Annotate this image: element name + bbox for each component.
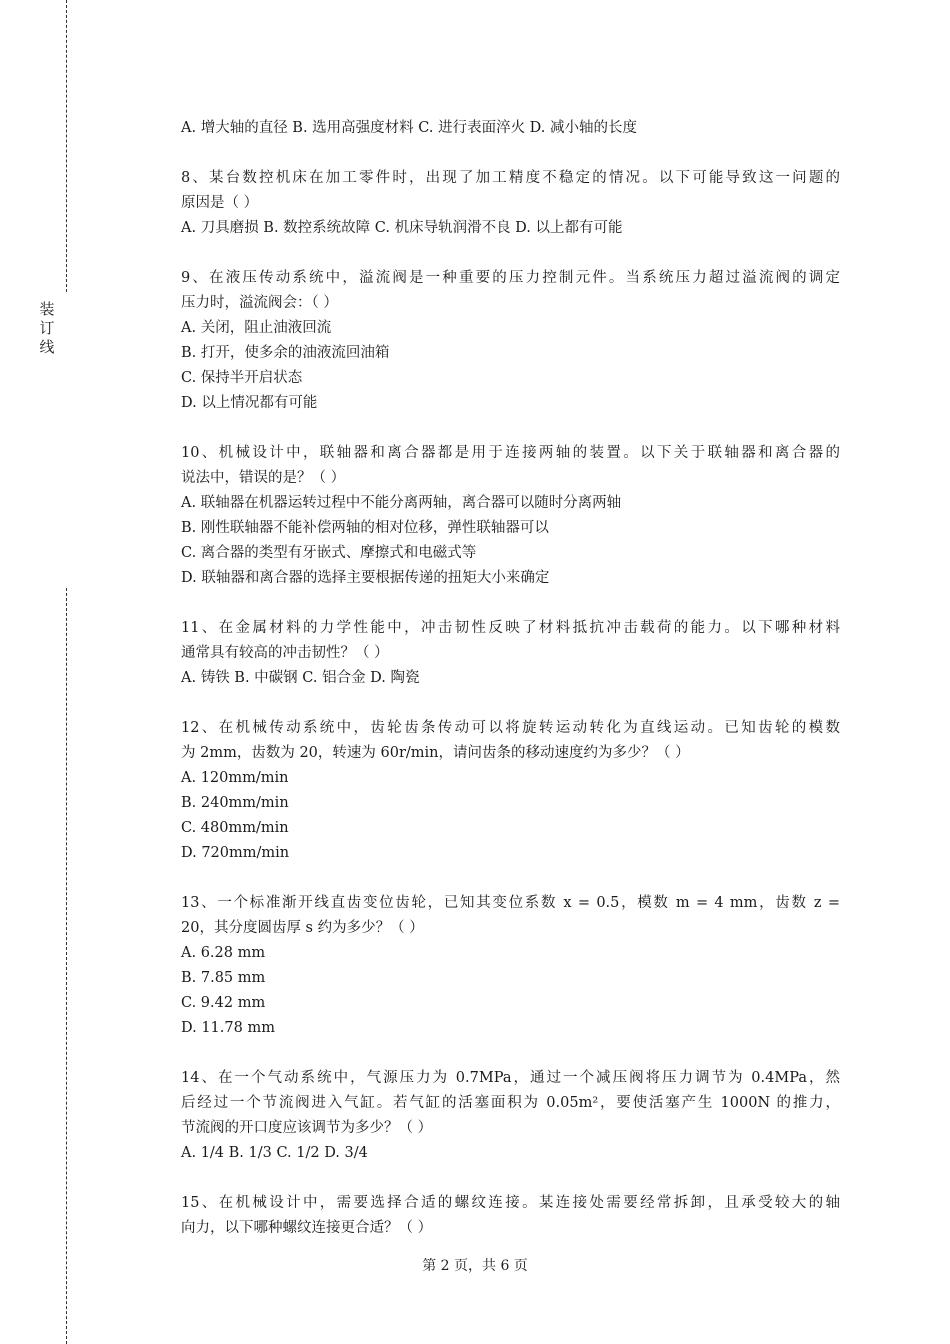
- answer-option: B. 打开，使多余的油液流回油箱: [181, 345, 390, 361]
- question-stem-line: 9、在液压传动系统中，溢流阀是一种重要的压力控制元件。当系统压力超过溢流阀的调定: [181, 270, 840, 286]
- question-stem-line: 15、在机械设计中，需要选择合适的螺纹连接。某连接处需要经常拆卸，且承受较大的轴: [181, 1195, 840, 1211]
- question-stem-line: 14、在一个气动系统中，气源压力为 0.7MPa，通过一个减压阀将压力调节为 0.4MPa，然: [181, 1070, 840, 1086]
- question-block: [181, 891, 840, 1041]
- question-block: [181, 1066, 840, 1166]
- question-block: [181, 166, 840, 241]
- answer-option: C. 离合器的类型有牙嵌式、摩擦式和电磁式等: [181, 545, 477, 561]
- answer-option: B. 刚性联轴器不能补偿两轴的相对位移，弹性联轴器可以: [181, 520, 549, 536]
- question-stem-line: 向力，以下哪种螺纹连接更合适？（ ）: [181, 1220, 433, 1236]
- question-stem-line: 说法中，错误的是？（ ）: [181, 470, 346, 486]
- question-list: [181, 116, 840, 1266]
- question-block: [181, 266, 840, 416]
- question-block: [181, 616, 840, 691]
- question-stem-line: 11、在金属材料的力学性能中，冲击韧性反映了材料抵抗冲击载荷的能力。以下哪种材料: [181, 620, 840, 636]
- question-block: [181, 716, 840, 866]
- binding-line-label: 装订线: [39, 300, 55, 356]
- answer-option: A. 6.28 mm: [181, 945, 266, 961]
- page-number: 第 2 页，共 6 页: [422, 1258, 528, 1274]
- answer-option: B. 7.85 mm: [181, 970, 266, 986]
- answer-option: A. 联轴器在机器运转过程中不能分离两轴，离合器可以随时分离两轴: [181, 495, 622, 511]
- question-stem-line: 8、某台数控机床在加工零件时，出现了加工精度不稳定的情况。以下可能导致这一问题的: [181, 170, 840, 186]
- question-stem-line: 20，其分度圆齿厚 s 约为多少？（ ）: [181, 920, 424, 936]
- question-stem-line: 原因是（ ）: [181, 195, 259, 211]
- answer-option: C. 保持半开启状态: [181, 370, 303, 386]
- question-stem-line: 13、一个标准渐开线直齿变位齿轮，已知其变位系数 x = 0.5，模数 m = 4 mm，齿数 z =: [181, 895, 840, 911]
- question-stem-line: 12、在机械传动系统中，齿轮齿条传动可以将旋转运动转化为直线运动。已知齿轮的模数: [181, 720, 840, 736]
- answer-option: A. 1/4 B. 1/3 C. 1/2 D. 3/4: [181, 1145, 368, 1161]
- question-stem-line: 通常具有较高的冲击韧性？（ ）: [181, 645, 389, 661]
- question-stem-line: 节流阀的开口度应该调节为多少？（ ）: [181, 1120, 433, 1136]
- answer-option: A. 铸铁 B. 中碳钢 C. 铝合金 D. 陶瓷: [181, 670, 420, 686]
- binding-dashed-line-bottom: [66, 588, 67, 1344]
- question-stem-line: 为 2mm，齿数为 20，转速为 60r/min，请问齿条的移动速度约为多少？（ ）: [181, 745, 690, 761]
- binding-dashed-line-top: [66, 0, 67, 292]
- answer-option: A. 120mm/min: [181, 770, 289, 786]
- answer-option: A. 关闭，阻止油液回流: [181, 320, 332, 336]
- answer-option: D. 11.78 mm: [181, 1020, 275, 1036]
- answer-option: B. 240mm/min: [181, 795, 289, 811]
- answer-option: C. 480mm/min: [181, 820, 289, 836]
- question-stem-line: 10、机械设计中，联轴器和离合器都是用于连接两轴的装置。以下关于联轴器和离合器的: [181, 445, 840, 461]
- question-stem-line: 后经过一个节流阀进入气缸。若气缸的活塞面积为 0.05m²，要使活塞产生 1000N 的推力，: [181, 1095, 840, 1111]
- question-block: [181, 441, 840, 591]
- answer-option: A. 刀具磨损 B. 数控系统故障 C. 机床导轨润滑不良 D. 以上都有可能: [181, 220, 623, 236]
- answer-option: D. 以上情况都有可能: [181, 395, 318, 411]
- question-block: [181, 1191, 840, 1241]
- answer-option: D. 联轴器和离合器的选择主要根据传递的扭矩大小来确定: [181, 570, 550, 586]
- question-block: [181, 116, 840, 141]
- answer-option: D. 720mm/min: [181, 845, 290, 861]
- answer-option: A. 增大轴的直径 B. 选用高强度材料 C. 进行表面淬火 D. 减小轴的长度: [181, 120, 638, 136]
- question-stem-line: 压力时，溢流阀会：（ ）: [181, 295, 338, 311]
- answer-option: C. 9.42 mm: [181, 995, 266, 1011]
